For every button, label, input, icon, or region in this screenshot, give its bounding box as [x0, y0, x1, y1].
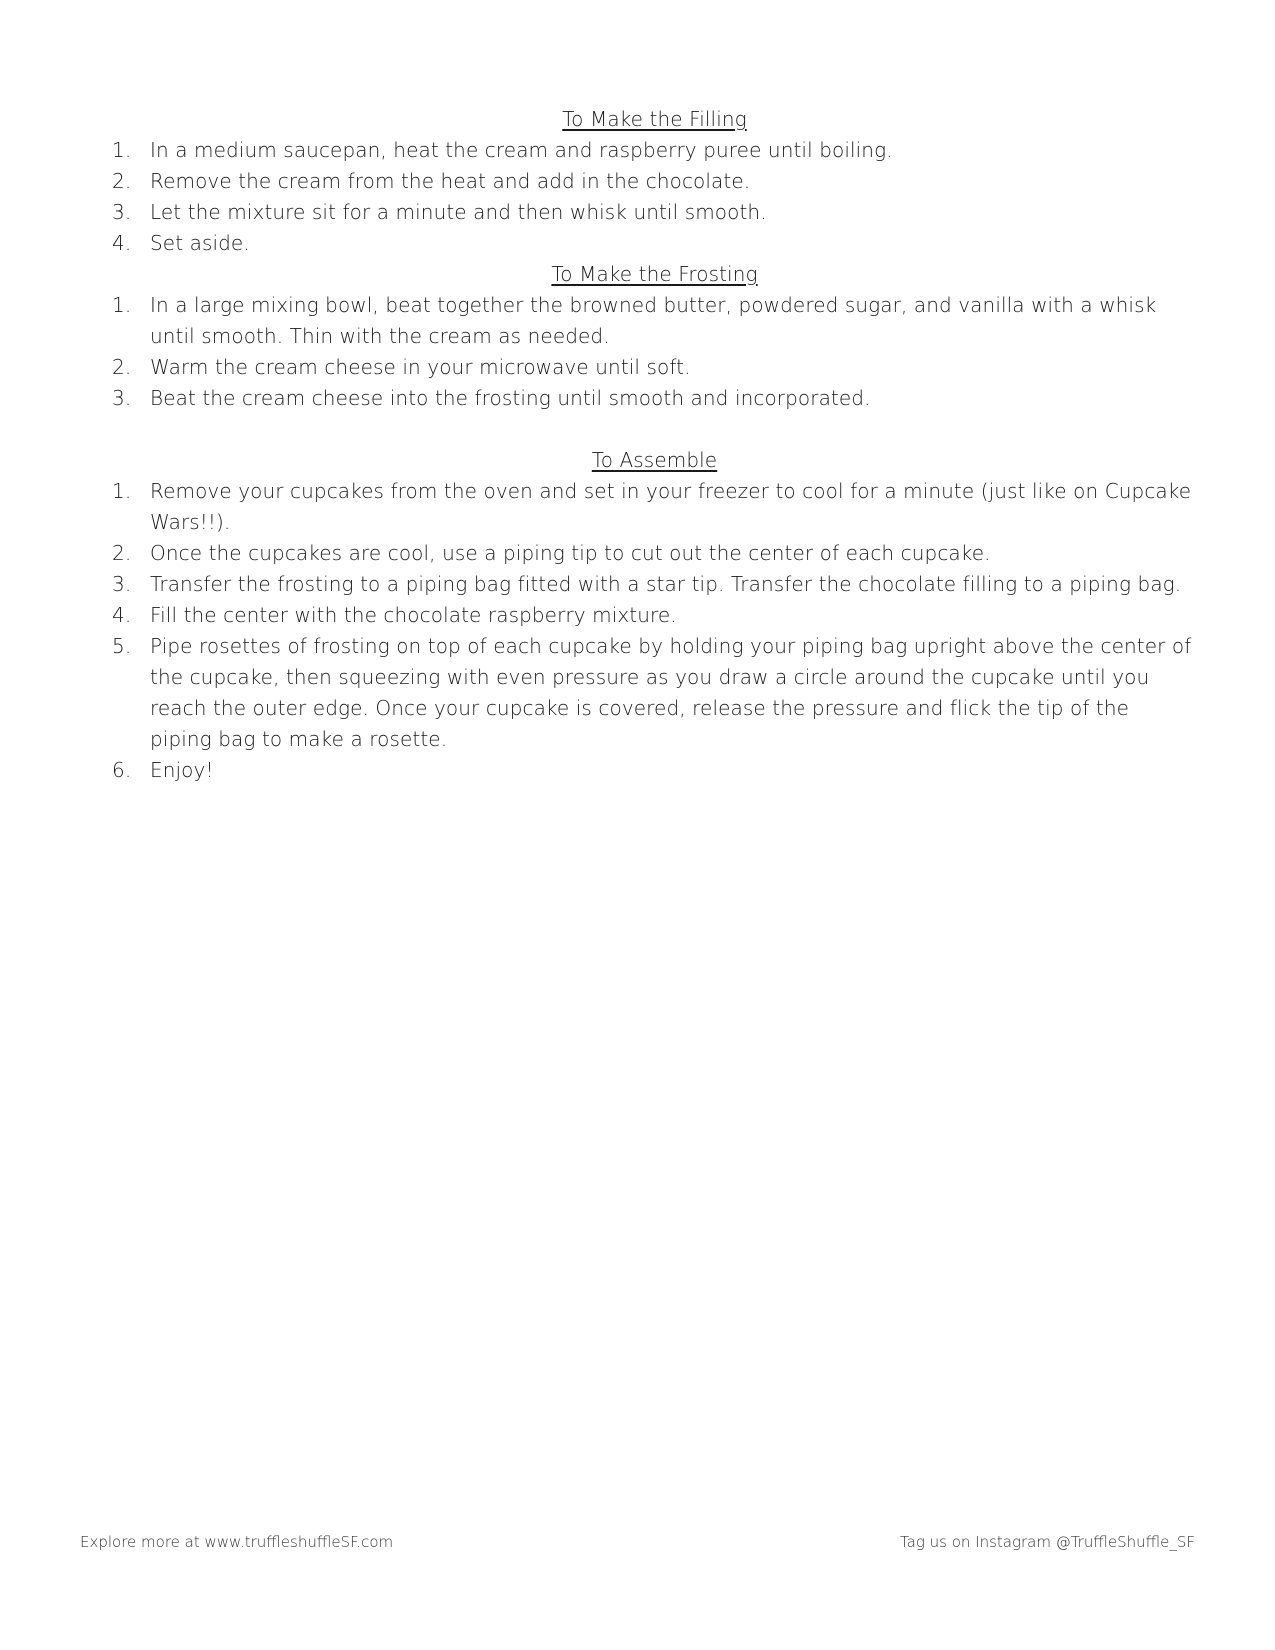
step-text: Let the mixture sit for a minute and then whisk until smooth. — [150, 200, 767, 224]
step-text: Enjoy! — [150, 758, 214, 782]
step-text: Set aside. — [150, 231, 250, 255]
step-number: 1. — [112, 293, 132, 317]
step-number: 3. — [112, 386, 132, 410]
step-text: Transfer the frosting to a piping bag fitted with a star tip. Transfer the chocolate filling to a piping bag. — [150, 572, 1182, 596]
step-text: In a large mixing bowl, beat together the browned butter, powdered sugar, and vanilla with a whisk until smooth. Thin with the cream as needed. — [150, 293, 1157, 348]
step-number: 4. — [112, 231, 132, 255]
step-number: 3. — [112, 200, 132, 224]
filling-step — [112, 228, 1197, 259]
step-number: 3. — [112, 572, 132, 596]
assemble-step — [112, 631, 1197, 755]
step-number: 5. — [112, 634, 132, 658]
filling-step — [112, 197, 1197, 228]
footer-website-text: Explore more at www.truffleshuffleSF.com — [80, 1533, 394, 1551]
assemble-step — [112, 569, 1197, 600]
frosting-heading: To Make the Frosting — [551, 262, 758, 286]
assemble-step — [112, 755, 1197, 786]
footer-instagram-text: Tag us on Instagram @TruffleShuffle_SF — [899, 1533, 1195, 1551]
filling-heading: To Make the Filling — [562, 107, 747, 131]
step-number: 4. — [112, 603, 132, 627]
assemble-steps — [112, 476, 1197, 786]
filling-step — [112, 166, 1197, 197]
frosting-step — [112, 290, 1197, 352]
step-text: Warm the cream cheese in your microwave until soft. — [150, 355, 691, 379]
step-number: 6. — [112, 758, 132, 782]
recipe-content — [112, 104, 1197, 786]
step-number: 2. — [112, 355, 132, 379]
frosting-step — [112, 383, 1197, 414]
step-number: 2. — [112, 541, 132, 565]
filling-step — [112, 135, 1197, 166]
step-number: 2. — [112, 169, 132, 193]
step-number: 1. — [112, 138, 132, 162]
assemble-step — [112, 476, 1197, 538]
step-number: 1. — [112, 479, 132, 503]
assemble-step — [112, 538, 1197, 569]
filling-steps — [112, 135, 1197, 259]
assemble-step — [112, 600, 1197, 631]
step-text: Remove your cupcakes from the oven and set in your freezer to cool for a minute (just like on Cupcake Wars!!). — [150, 479, 1192, 534]
step-text: In a medium saucepan, heat the cream and raspberry puree until boiling. — [150, 138, 893, 162]
frosting-step — [112, 352, 1197, 383]
step-text: Pipe rosettes of frosting on top of each cupcake by holding your piping bag upright above the center of the cupcake, then squeezing with even pressure as you draw a circle around the cupcake until you reach the outer edge. Once your cupcake is covered, release the pressure and flick the tip of the piping bag to make a rosette. — [150, 634, 1192, 751]
step-text: Beat the cream cheese into the frosting until smooth and incorporated. — [150, 386, 871, 410]
step-text: Remove the cream from the heat and add in the chocolate. — [150, 169, 751, 193]
step-text: Once the cupcakes are cool, use a piping tip to cut out the center of each cupcake. — [150, 541, 991, 565]
section-spacer — [112, 414, 1197, 445]
assemble-heading: To Assemble — [591, 448, 718, 472]
frosting-steps — [112, 290, 1197, 414]
step-text: Fill the center with the chocolate raspberry mixture. — [150, 603, 677, 627]
